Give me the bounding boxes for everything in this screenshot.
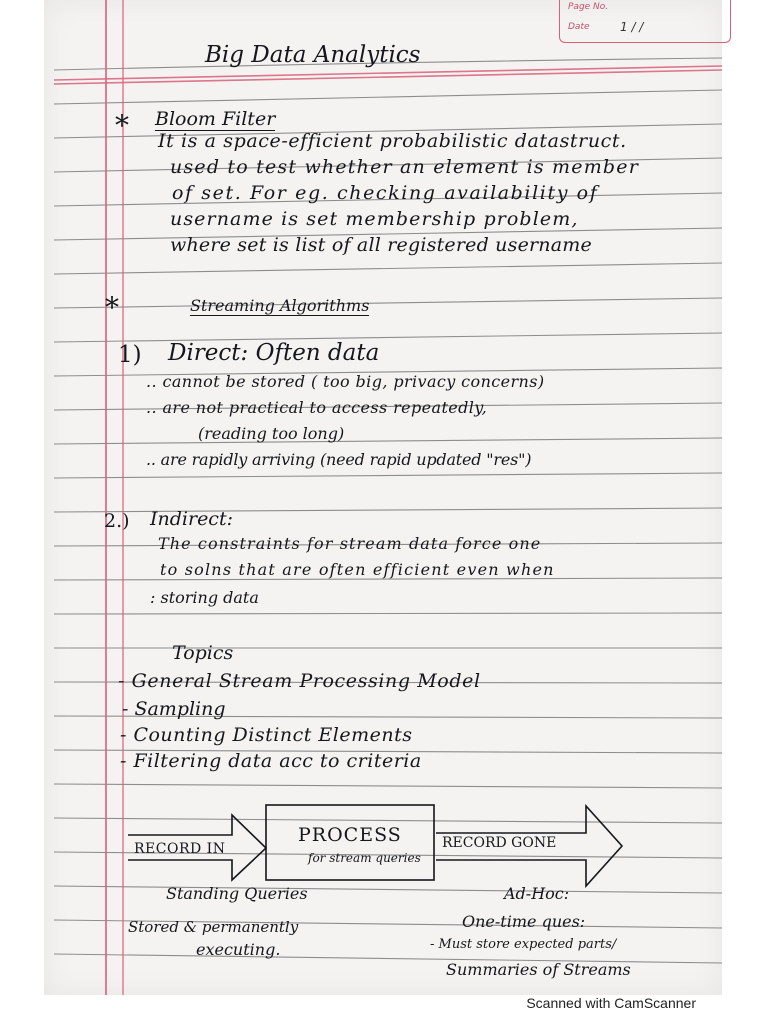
page-title: Big Data Analytics	[205, 42, 421, 68]
process-label: PROCESS	[298, 824, 402, 846]
process-sub-label: for stream queries	[308, 851, 421, 865]
direct-line-1: .. cannot be stored ( too big, privacy concerns)	[146, 372, 545, 391]
direct-line-3: (reading too long)	[198, 424, 345, 443]
streaming-bullet: *	[105, 291, 119, 324]
direct-line-2: .. are not practical to access repeatedly,	[146, 398, 488, 417]
bloom-line-3: of set. For eg. checking availability of	[172, 182, 599, 204]
must-store-label: - Must store expected parts/	[430, 937, 617, 952]
date-label: Date	[568, 22, 590, 32]
topics-heading: Topics	[172, 642, 234, 664]
topic-item-4: - Filtering data acc to criteria	[120, 750, 422, 772]
indirect-line-3: : storing data	[150, 588, 259, 607]
topic-item-2: - Sampling	[122, 698, 226, 720]
bloom-line-4: username is set membership problem,	[170, 208, 579, 230]
direct-number: 1)	[118, 342, 142, 368]
one-time-queries: One-time ques:	[462, 912, 586, 931]
executing-label: executing.	[196, 940, 281, 959]
record-gone-label: RECORD GONE	[442, 835, 557, 851]
scanner-watermark: Scanned with CamScanner	[526, 995, 696, 1011]
streaming-heading: Streaming Algorithms	[190, 296, 370, 315]
direct-line-4: .. are rapidly arriving (need rapid updated "res")	[146, 450, 532, 469]
stored-permanently: Stored & permanently	[128, 918, 299, 936]
record-in-label: RECORD IN	[134, 841, 226, 857]
indirect-number: 2.)	[104, 510, 130, 532]
bloom-bullet: *	[115, 109, 129, 142]
direct-title: Direct: Often data	[168, 340, 380, 366]
page-no-label: Page No.	[568, 2, 609, 12]
standing-queries: Standing Queries	[166, 884, 308, 903]
bloom-line-5: where set is list of all registered username	[170, 234, 592, 256]
topic-item-1: - General Stream Processing Model	[118, 670, 481, 692]
bloom-line-2: used to test whether an element is member	[170, 156, 640, 178]
indirect-title: Indirect:	[150, 508, 233, 530]
adhoc-label: Ad-Hoc:	[504, 884, 570, 903]
summaries-label: Summaries of Streams	[446, 960, 631, 979]
bloom-line-1: It is a space-efficient probabilistic datastruct.	[158, 130, 627, 152]
date-value: 1 / /	[620, 20, 644, 34]
bloom-heading: Bloom Filter	[155, 108, 276, 130]
indirect-line-1: The constraints for stream data force one	[158, 534, 542, 553]
indirect-line-2: to solns that are often efficient even when	[160, 560, 555, 579]
topic-item-3: - Counting Distinct Elements	[120, 724, 413, 746]
